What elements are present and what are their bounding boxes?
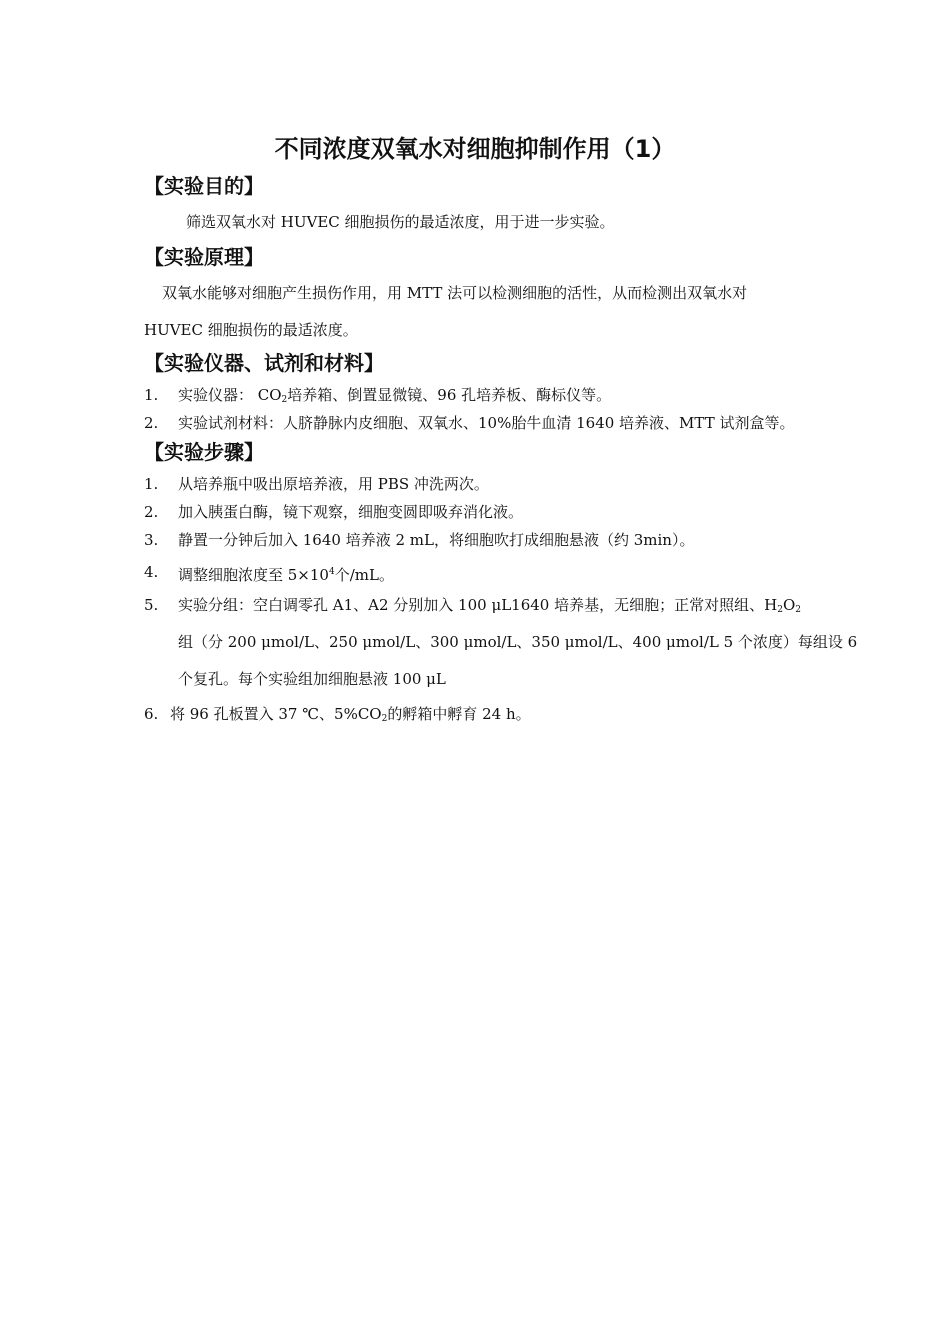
principle-line-2: HUVEC 细胞损伤的最适浓度。 xyxy=(144,321,358,339)
item-text-line-3: 个复孔。每个实验组加细胞悬液 100 μL xyxy=(178,670,446,688)
heading-purpose: 【实验目的】 xyxy=(144,174,264,198)
heading-materials: 【实验仪器、试剂和材料】 xyxy=(144,351,384,375)
item-text: 静置一分钟后加入 1640 培养液 2 mL，将细胞吹打成细胞悬液（约 3min）。 xyxy=(178,531,695,549)
heading-steps: 【实验步骤】 xyxy=(144,440,264,464)
item-text-line-2: 组（分 200 μmol/L、250 μmol/L、300 μmol/L、350 μmol/L、400 μmol/L 5 个浓度）每组设 6 xyxy=(178,633,858,651)
item-text: 实验试剂材料：人脐静脉内皮细胞、双氧水、10%胎牛血清 1640 培养液、MTT 试剂盒等。 xyxy=(178,414,795,432)
item-number: 1. xyxy=(144,386,159,404)
item-number: 2. xyxy=(144,503,159,521)
item-number: 5. xyxy=(144,596,159,614)
item-text-line-1: 实验分组：空白调零孔 A1、A2 分别加入 100 μL1640 培养基，无细胞；正常对照组、$H_2O_2$ xyxy=(178,596,801,615)
item-number: 1. xyxy=(144,475,159,493)
item-number: 3. xyxy=(144,531,159,549)
item-number: 4. xyxy=(144,563,159,581)
item-number: 6. xyxy=(144,705,159,723)
document-title: 不同浓度双氧水对细胞抑制作用（1） xyxy=(274,135,676,163)
item-text: 实验仪器： $CO_2$培养箱、倒置显微镜、96 孔培养板、酶标仪等。 xyxy=(178,386,612,405)
purpose-text: 筛选双氧水对 HUVEC 细胞损伤的最适浓度，用于进一步实验。 xyxy=(186,213,615,231)
item-number: 2. xyxy=(144,414,159,432)
item-text: 将 96 孔板置入 37 ℃、$5\%CO_2$的孵箱中孵育 24 h。 xyxy=(170,705,531,724)
item-text: 调整细胞浓度至 $5\times 10^4$个/mL。 xyxy=(178,566,394,584)
heading-principle: 【实验原理】 xyxy=(144,245,264,269)
item-text: 加入胰蛋白酶，镜下观察，细胞变圆即吸弃消化液。 xyxy=(178,503,524,521)
principle-line-1: 双氧水能够对细胞产生损伤作用，用 MTT 法可以检测细胞的活性，从而检测出双氧水对 xyxy=(162,284,748,302)
item-text: 从培养瓶中吸出原培养液，用 PBS 冲洗两次。 xyxy=(178,475,489,493)
